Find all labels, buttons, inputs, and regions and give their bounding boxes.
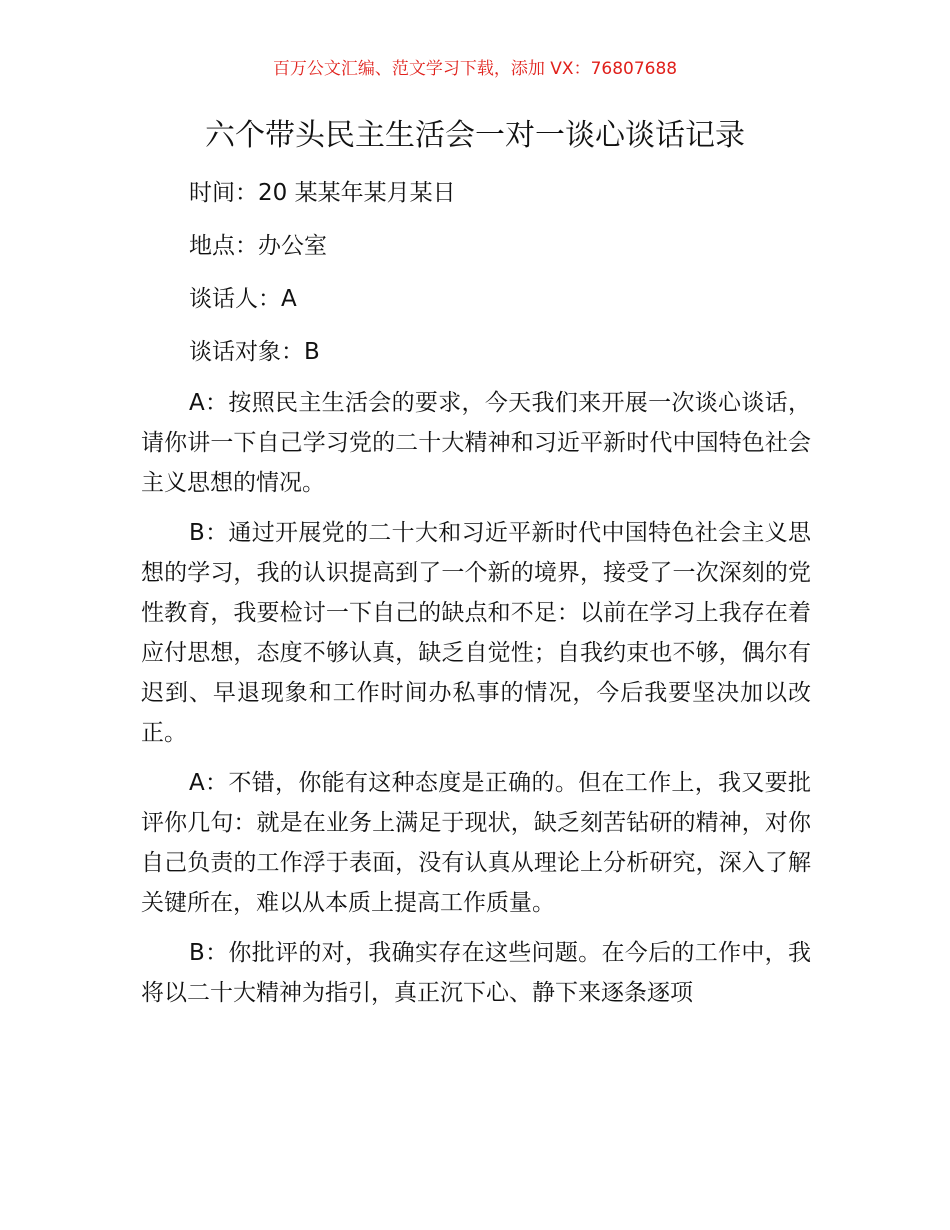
- document-title: 六个带头民主生活会一对一谈心谈话记录: [205, 118, 745, 153]
- meta-speaker: 谈话人：A: [189, 286, 297, 312]
- paragraph: A：不错，你能有这种态度是正确的。但在工作上，我又要批评你几句：就是在业务上满足于现状，缺乏刻苦钻研的精神，对你自己负责的工作浮于表面，没有认真从理论上分析研究，深入了解关键所在，难以从本质上提高工作质量。: [141, 770, 811, 916]
- paragraph: B：通过开展党的二十大和习近平新时代中国特色社会主义思想的学习，我的认识提高到了一个新的境界，接受了一次深刻的党性教育，我要检讨一下自己的缺点和不足：以前在学习上我存在着应付思想，态度不够认真，缺乏自觉性；自我约束也不够，偶尔有迟到、早退现象和工作时间办私事的情况，今后我要坚决加以改正。: [141, 520, 811, 746]
- paragraph: B：你批评的对，我确实存在这些问题。在今后的工作中，我将以二十大精神为指引，真正沉下心、静下来逐条逐项: [141, 940, 811, 1006]
- meta-place: 地点：办公室: [189, 233, 327, 259]
- meta-time: 时间：20 某某年某月某日: [189, 180, 456, 206]
- watermark-header: 百万公文汇编、范文学习下载，添加 VX：76807688: [272, 59, 678, 79]
- document-body: [141, 383, 811, 1023]
- meta-target: 谈话对象：B: [189, 339, 320, 365]
- paragraph: A：按照民主生活会的要求，今天我们来开展一次谈心谈话，请你讲一下自己学习党的二十大精神和习近平新时代中国特色社会主义思想的情况。: [141, 390, 811, 496]
